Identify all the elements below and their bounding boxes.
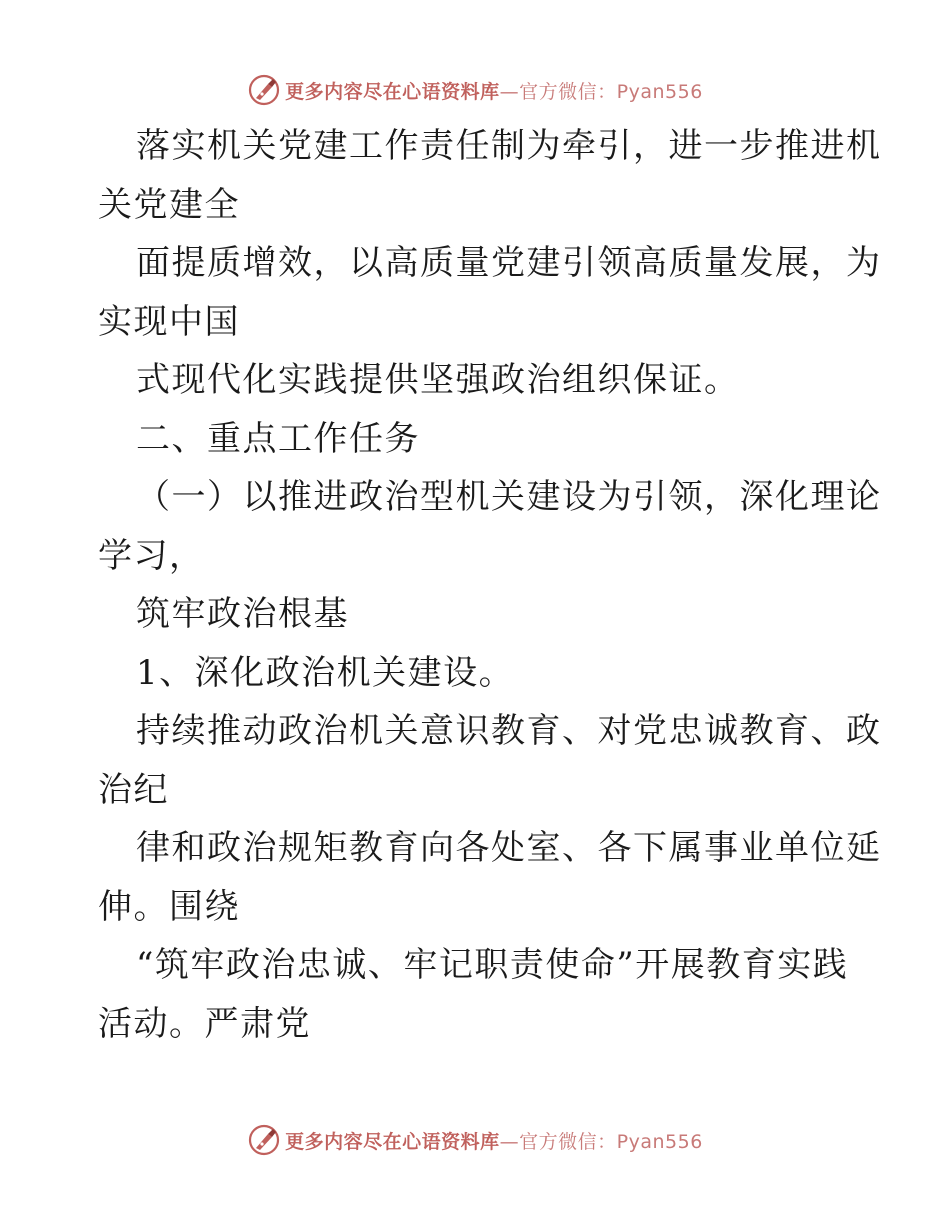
paragraph-line: 1、深化政治机关建设。 xyxy=(136,652,515,693)
paragraph-line: 伸。围绕 xyxy=(98,886,240,927)
paragraph-line: 式现代化实践提供坚强政治组织保证。 xyxy=(136,360,740,400)
paragraph-line: 二、重点工作任务 xyxy=(136,418,420,459)
paragraph-line: 学习， xyxy=(98,535,205,576)
watermark-contact: 官方微信：Pyan556 xyxy=(519,1130,703,1153)
paragraph-line: 面提质增效，以高质量党建引领高质量发展，为 xyxy=(136,243,882,283)
paragraph-line: 治纪 xyxy=(98,769,169,810)
watermark-brand: 更多内容尽在心语资料库 xyxy=(285,80,500,103)
watermark-contact: 官方微信：Pyan556 xyxy=(519,80,703,103)
paragraph-line: 律和政治规矩教育向各处室、各下属事业单位延 xyxy=(136,828,882,868)
pen-nib-circle-icon xyxy=(247,1123,281,1157)
watermark-text xyxy=(285,1127,703,1154)
pen-nib-circle-icon xyxy=(247,73,281,107)
paragraph-line: 活动。严肃党 xyxy=(98,1003,311,1044)
header-watermark xyxy=(0,70,950,110)
watermark-separator: — xyxy=(499,1130,520,1153)
paragraph-line: “筑牢政治忠诚、牢记职责使命”开展教育实践 xyxy=(136,945,849,985)
paragraph-line: 筑牢政治根基 xyxy=(136,594,349,634)
paragraph-line: 持续推动政治机关意识教育、对党忠诚教育、政 xyxy=(136,711,882,751)
watermark-separator: — xyxy=(499,80,520,103)
watermark-brand: 更多内容尽在心语资料库 xyxy=(285,1130,500,1153)
paragraph-line: 落实机关党建工作责任制为牵引，进一步推进机 xyxy=(136,126,882,166)
document-body xyxy=(98,117,882,1053)
paragraph-line: 实现中国 xyxy=(98,301,240,342)
footer-watermark xyxy=(0,1120,950,1160)
watermark-text xyxy=(285,77,703,104)
paragraph-line: （一）以推进政治型机关建设为引领，深化理论 xyxy=(136,477,882,517)
paragraph-line: 关党建全 xyxy=(98,184,240,225)
